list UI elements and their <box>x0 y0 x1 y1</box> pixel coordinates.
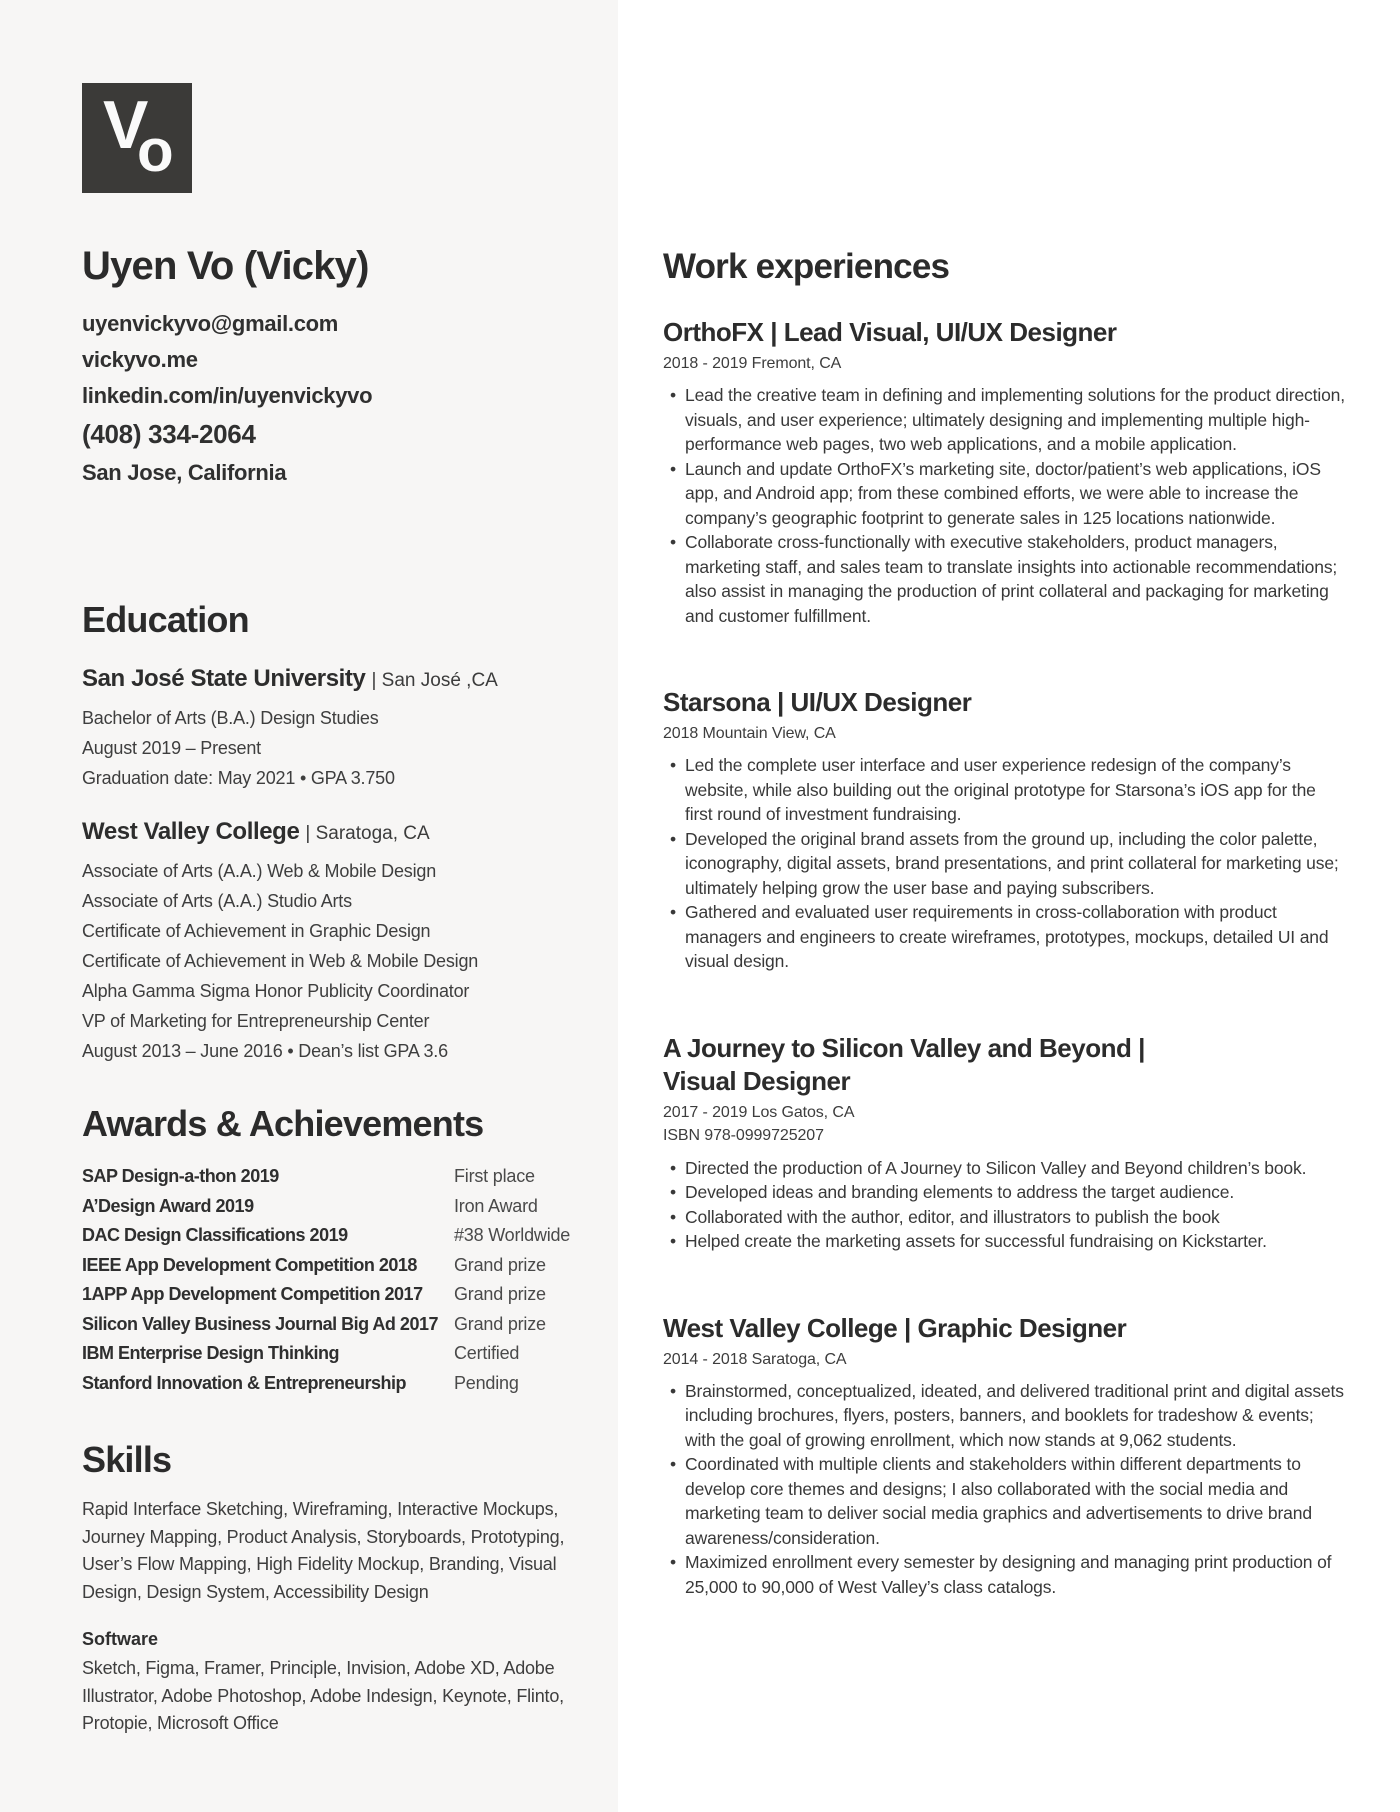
school-details <box>82 856 568 1066</box>
job-bullet: • Gathered and evaluated user requirements in cross-collaboration with product managers and engineers to create wireframes, prototypes, mockups, detailed UI and visual design. <box>663 900 1345 974</box>
award-label: IBM Enterprise Design Thinking <box>82 1343 340 1363</box>
job-bullets <box>663 1379 1345 1600</box>
award-label: SAP Design-a-thon 2019 <box>82 1166 279 1186</box>
job-bullet: • Developed ideas and branding elements to address the target audience. <box>663 1180 1345 1205</box>
job-starsona <box>663 686 1345 974</box>
award-row <box>82 1162 570 1192</box>
award-label: IEEE App Development Competition 2018 <box>82 1254 417 1275</box>
award-row <box>82 1369 570 1399</box>
award-value: Grand prize <box>453 1284 546 1304</box>
job-meta: 2017 - 2019 Los Gatos, CA <box>663 1103 855 1121</box>
job-bullet: • Collaborated with the author, editor, and illustrators to publish the book <box>663 1205 1345 1230</box>
sidebar <box>0 0 618 1812</box>
job-orthofx <box>663 316 1345 628</box>
award-value: Grand prize <box>453 1313 546 1334</box>
school-detail-line: August 2019 – Present <box>82 738 261 758</box>
school-detail-line: Associate of Arts (A.A.) Studio Arts <box>82 891 352 911</box>
school-location: | San José ,CA <box>371 670 498 691</box>
job-bullet: • Directed the production of A Journey to Silicon Valley and Beyond children’s book. <box>663 1156 1345 1181</box>
school-detail-line: Associate of Arts (A.A.) Web & Mobile Design <box>82 861 437 881</box>
job-isbn: ISBN 978-0999725207 <box>663 1126 824 1144</box>
awards-heading: Awards & Achievements <box>82 1103 484 1144</box>
award-row <box>82 1280 570 1310</box>
award-value: Grand prize <box>453 1254 546 1275</box>
job-title-line2: Visual Designer <box>663 1065 851 1096</box>
award-value: Pending <box>453 1372 519 1393</box>
job-journey-book <box>663 1032 1345 1254</box>
award-label: A’Design Award 2019 <box>82 1195 254 1216</box>
awards-list <box>82 1162 570 1398</box>
school-detail-line: Certificate of Achievement in Graphic Design <box>82 921 431 941</box>
school-location: | Saratoga, CA <box>305 823 430 844</box>
job-bullet: • Led the complete user interface and user experience redesign of the company’s website, while also building out the original prototype for Starsona’s iOS app for the first round of investment fundraising. <box>663 753 1345 827</box>
contact-block <box>82 306 568 492</box>
job-bullet: • Maximized enrollment every semester by designing and managing print production of 25,000 to 90,000 of West Valley’s class catalogs. <box>663 1550 1345 1599</box>
award-row <box>82 1339 570 1369</box>
job-bullet: • Lead the creative team in defining and implementing solutions for the product direction, visuals, and user experience; ultimately designing and implementing multiple high-performance web pages, two web applications, and a mobile application. <box>663 383 1345 457</box>
award-row <box>82 1192 570 1222</box>
job-bullet: • Developed the original brand assets from the ground up, including the color palette, iconography, digital assets, brand presentations, and print collateral for marketing use; ultimately helping grow the user base and paying subscribers. <box>663 827 1345 901</box>
award-value: First place <box>453 1166 535 1186</box>
school-title <box>82 664 568 697</box>
award-row <box>82 1221 570 1251</box>
job-title: OrthoFX | Lead Visual, UI/UX Designer <box>663 317 1117 347</box>
job-title: West Valley College | Graphic Designer <box>663 1312 1127 1343</box>
school-detail-line: Certificate of Achievement in Web & Mobile Design <box>82 951 479 971</box>
school-detail-line: Alpha Gamma Sigma Honor Publicity Coordinator <box>82 981 470 1001</box>
contact-phone: (408) 334-2064 <box>82 419 256 449</box>
job-bullet: • Coordinated with multiple clients and stakeholders within different departments to develop core themes and designs; I also collaborated with the social media and marketing team to deliver social media graphics and advertisements to drive brand awareness/consideration. <box>663 1452 1345 1550</box>
contact-location: San Jose, California <box>82 460 287 485</box>
job-meta: 2014 - 2018 Saratoga, CA <box>663 1350 847 1368</box>
work-experiences-heading: Work experiences <box>663 247 950 286</box>
school-detail-line: August 2013 – June 2016 • Dean’s list GPA 3.6 <box>82 1041 448 1061</box>
contact-email: uyenvickyvo@gmail.com <box>82 311 339 336</box>
contact-website: vickyvo.me <box>82 347 198 372</box>
job-bullet: • Helped create the marketing assets for successful fundraising on Kickstarter. <box>663 1229 1345 1254</box>
job-bullet: • Collaborate cross-functionally with executive stakeholders, product managers, marketing staff, and sales team to translate insights into actionable recommendations; also assist in managing the production of print collateral and packaging for marketing and customer fulfillment. <box>663 530 1345 628</box>
school-detail-line: Bachelor of Arts (B.A.) Design Studies <box>82 708 379 728</box>
job-title-line1: A Journey to Silicon Valley and Beyond | <box>663 1032 1145 1063</box>
award-row <box>82 1310 570 1340</box>
award-label: Stanford Innovation & Entrepreneurship <box>82 1372 407 1393</box>
candidate-name: Uyen Vo (Vicky) <box>82 244 369 288</box>
job-bullet: • Brainstormed, conceptualized, ideated, and delivered traditional print and digital assets including brochures, flyers, posters, banners, and booklets for tradeshow & events; with the goal of growing enrollment, which now stands at 9,062 students. <box>663 1379 1345 1453</box>
education-heading: Education <box>82 599 249 640</box>
education-entry-sjsu <box>82 664 568 793</box>
job-meta: 2018 Mountain View, CA <box>663 725 836 742</box>
job-title: Starsona | UI/UX Designer <box>663 687 972 717</box>
school-name: West Valley College <box>82 818 300 845</box>
school-name: San José State University <box>82 665 366 692</box>
job-west-valley <box>663 1312 1345 1600</box>
logo-letter-v: V <box>103 87 149 163</box>
skills-summary: Rapid Interface Sketching, Wireframing, Interactive Mockups, Journey Mapping, Product Analysis, Storyboards, Prototyping, User’s Flow Mapping, High Fidelity Mockup, Branding, Visual Design, Design System, Accessibility Design <box>82 1499 565 1602</box>
award-value: Certified <box>453 1343 520 1363</box>
job-bullet: • Launch and update OrthoFX’s marketing site, doctor/patient’s web applications, iOS app, and Android app; from these combined efforts, we were able to increase the company’s geographic footprint to generate sales in 125 locations nationwide. <box>663 457 1345 531</box>
job-bullets <box>663 753 1345 974</box>
job-bullets <box>663 1156 1345 1254</box>
school-details <box>82 703 568 793</box>
award-label: 1APP App Development Competition 2017 <box>82 1284 423 1304</box>
education-entry-wvc <box>82 817 568 1066</box>
skills-heading: Skills <box>82 1439 172 1480</box>
vo-logo <box>82 83 192 193</box>
award-label: DAC Design Classifications 2019 <box>82 1225 348 1245</box>
award-row <box>82 1251 570 1281</box>
school-detail-line: Graduation date: May 2021 • GPA 3.750 <box>82 768 395 788</box>
school-detail-line: VP of Marketing for Entrepreneurship Center <box>82 1011 430 1031</box>
contact-linkedin: linkedin.com/in/uyenvickyvo <box>82 383 373 408</box>
award-label: Silicon Valley Business Journal Big Ad 2017 <box>82 1313 438 1334</box>
work-experience-column <box>618 0 1400 1812</box>
job-meta: 2018 - 2019 Fremont, CA <box>663 355 842 372</box>
award-value: Iron Award <box>453 1195 538 1216</box>
award-value: #38 Worldwide <box>453 1225 571 1245</box>
school-title <box>82 817 568 850</box>
logo-letter-o: o <box>137 117 174 184</box>
job-bullets <box>663 383 1345 628</box>
software-list: Sketch, Figma, Framer, Principle, Invision, Adobe XD, Adobe Illustrator, Adobe Photoshop, Adobe Indesign, Keynote, Flinto, Protopie, Microsoft Office <box>82 1658 564 1733</box>
software-heading: Software <box>82 1629 159 1649</box>
